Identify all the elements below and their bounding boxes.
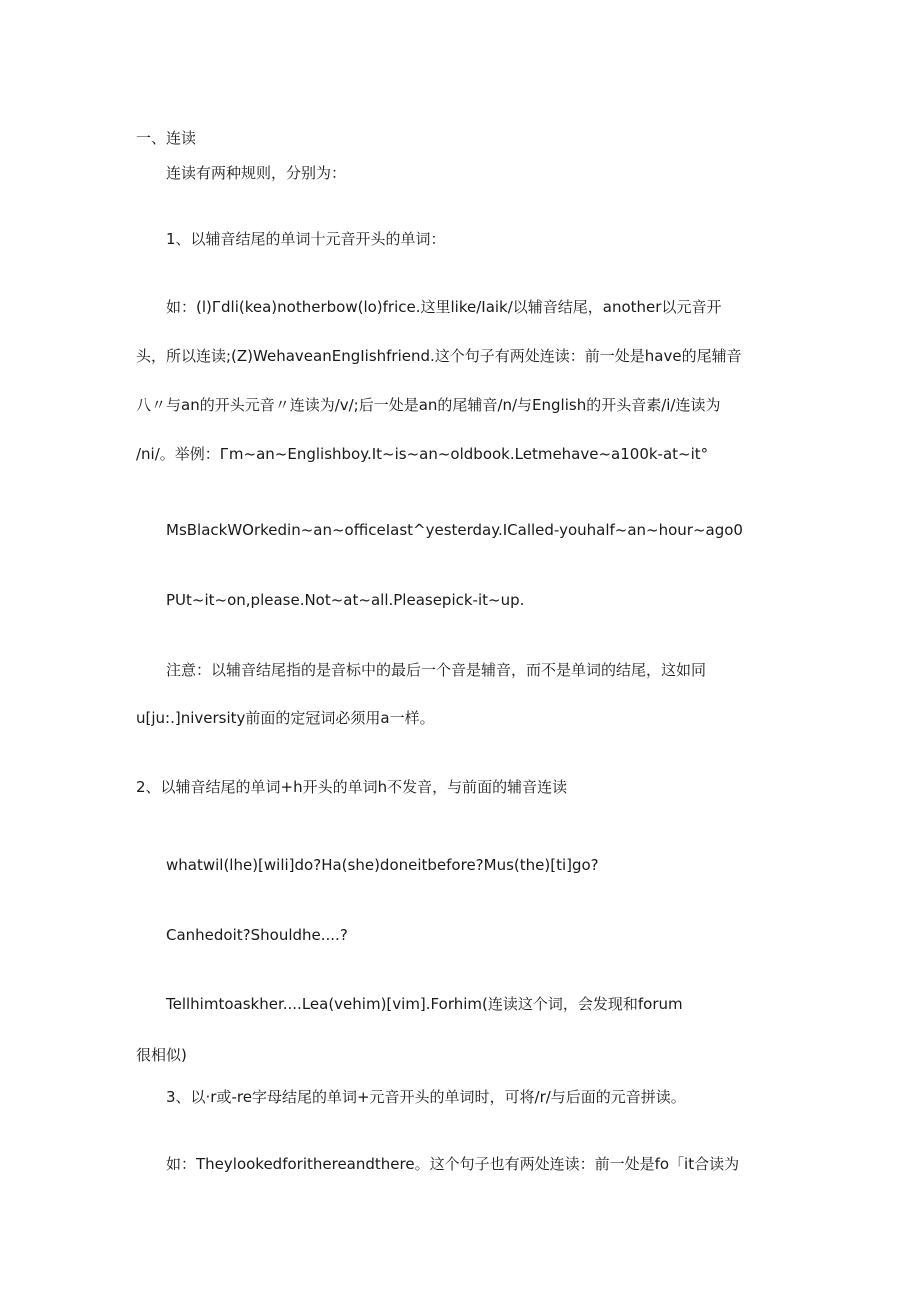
rule1-explanation-line: 头，所以连读;(Z)WehaveanEngIishfriend.这个句子有两处连读：前一处是have的尾辅音 <box>136 347 742 365</box>
intro-text: 连读有两种规则，分别为： <box>166 164 347 182</box>
rule2-example-line: whatwil(lhe)[wili]do?Ha(she)doneitbefore?Mus(the)[ti]go? <box>166 856 599 874</box>
rule1-example-line: PUt~it~on,please.Not~at~all.Pleasepick-it~up. <box>166 591 525 609</box>
section-heading: 一、连读 <box>136 129 197 147</box>
rule1-example-line: MsBlackWOrkedin~an~officeIast^yesterday.ICalled-youhalf~an~hour~ago0 <box>166 521 743 539</box>
rule1-explanation-line: 八〃与an的开头元音〃连读为/v/;后一处是an的尾辅音/n/与English的开头音素/i/连读为 <box>136 396 721 414</box>
rule1-note-line: 注意：以辅音结尾指的是音标中的最后一个音是辅音，而不是单词的结尾，这如同 <box>166 661 707 679</box>
rule2-example-line: 很相似) <box>136 1046 187 1064</box>
rule2-example-line: Tellhimtoaskher....Lea(vehim)[vim].Forhim(连读这个词，会发现和forum <box>166 995 683 1013</box>
rule2-example-line: Canhedoit?Shouldhe....? <box>166 926 348 944</box>
rule1-explanation-line: /ni/。举例：Гm~an~Englishboy.It~is~an~oldbook.Letmehave~a100k-at~it° <box>136 445 709 463</box>
rule1-note-line: u[ju:.]niversity前面的定冠词必须用a一样。 <box>136 709 435 727</box>
rule2-title: 2、以辅音结尾的单词+h开头的单词h不发音，与前面的辅音连读 <box>136 778 568 796</box>
rule3-example-line: 如：Theylookedforithereandthere。这个句子也有两处连读：前一处是fo「it合读为 <box>166 1155 740 1173</box>
rule3-title: 3、以·r或-re字母结尾的单词+元音开头的单词时，可将/r/与后面的元音拼读。 <box>166 1088 686 1106</box>
rule1-explanation-line: 如：(l)Гdli(kea)notherbow(lo)frice.这里like/Iaik/以辅音结尾，another以元音开 <box>166 298 722 316</box>
rule1-title: 1、以辅音结尾的单词十元音开头的单词： <box>166 230 446 248</box>
